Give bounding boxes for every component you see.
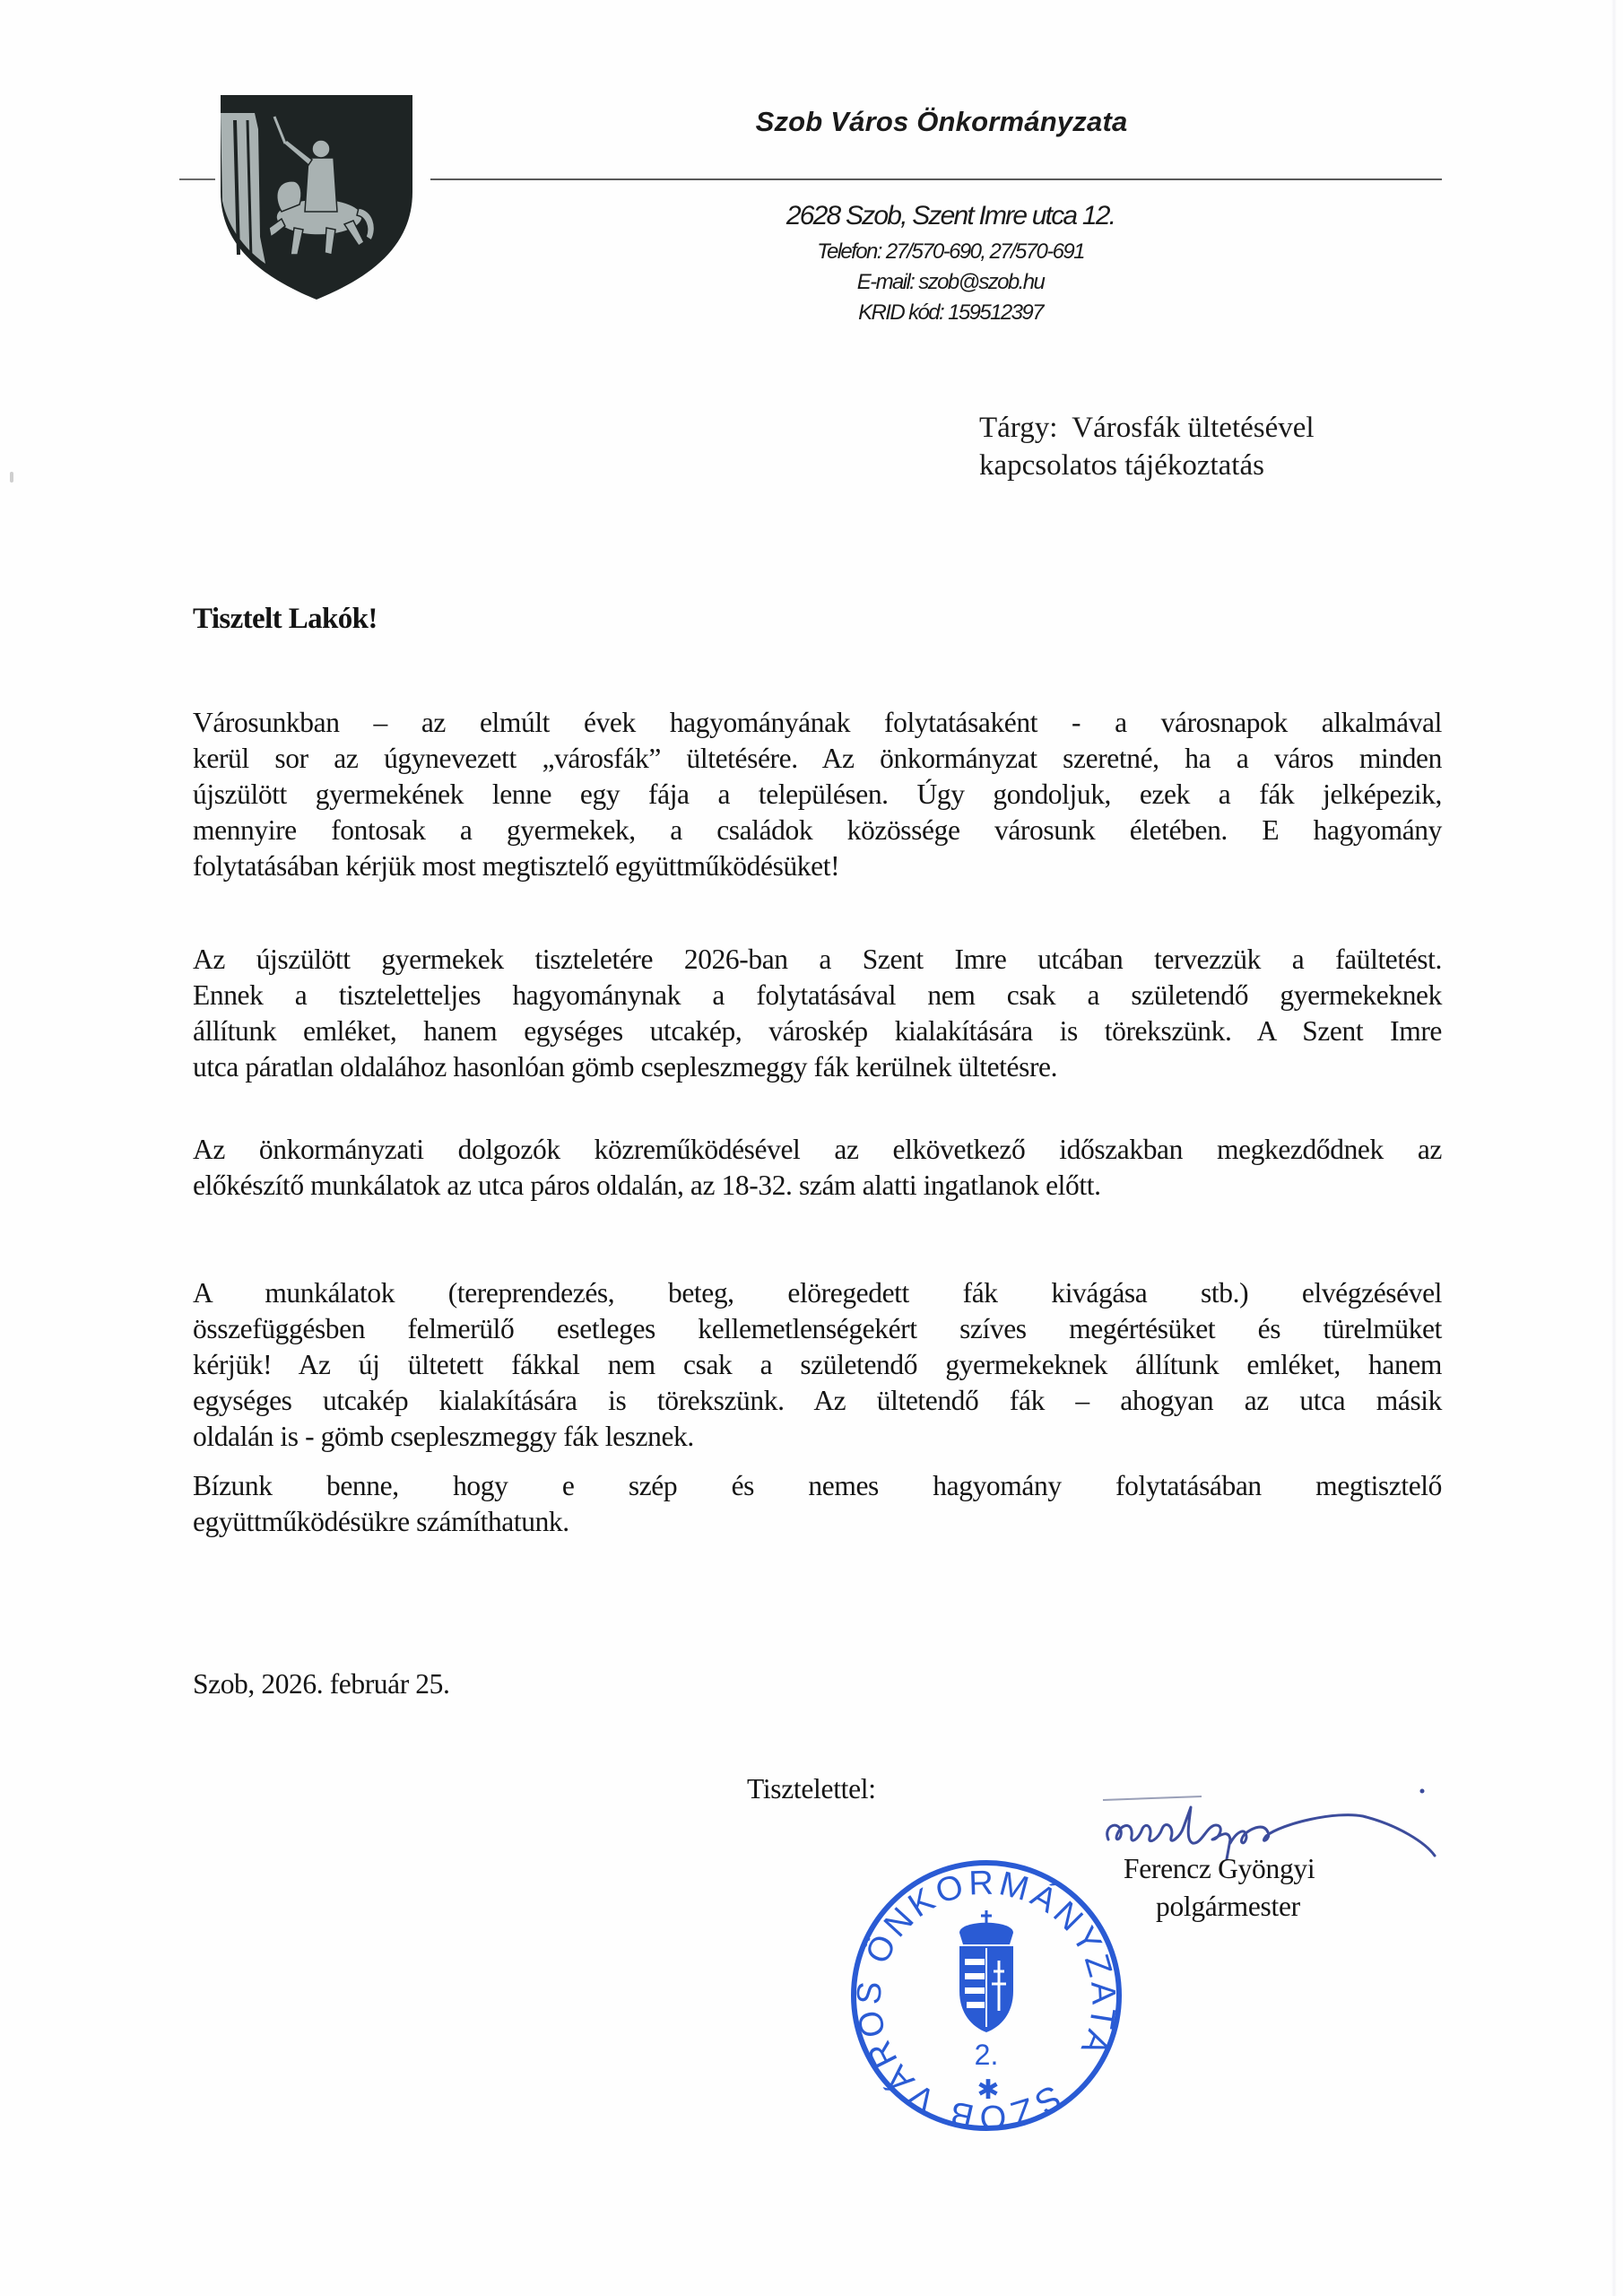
subject-line-1: Tárgy: Városfák ültetésével <box>979 412 1315 444</box>
paragraph-line: Bízunk benne, hogy e szép és nemes hagyomány folytatásában megtisztelő <box>193 1470 1442 1501</box>
paragraph-line: állítunk emléket, hanem egységes utcakép, városkép kialakítására is törekszünk. A Szent Imre <box>193 1015 1442 1047</box>
paragraph-line: egységes utcakép kialakítására is törekszünk. Az ültetendő fák – ahogyan az utca másik <box>193 1385 1442 1416</box>
stamp-star-icon: ✱ <box>976 2074 1000 2106</box>
paragraph-4 <box>193 1275 1442 1455</box>
paragraph-line: Ennek a tiszteletteljes hagyománynak a folytatásával nem csak a születendő gyermekeknek <box>193 979 1442 1011</box>
paragraph-5 <box>193 1468 1442 1540</box>
paragraph-line: előkészítő munkálatok az utca páros oldalán, az 18-32. szám alatti ingatlanok előtt. <box>193 1170 1101 1201</box>
official-stamp <box>834 1848 1139 2152</box>
paragraph-line: kerül sor az úgynevezett „városfák” ültetésére. Az önkormányzat szeretné, ha a város minden <box>193 743 1442 774</box>
paragraph-line: folytatásában kérjük most megtisztelő együttműködésüket! <box>193 850 840 882</box>
paragraph-line: mennyire fontosak a gyermekek, a családok közössége városunk életében. E hagyomány <box>193 814 1442 846</box>
paragraph-1 <box>193 705 1442 884</box>
paragraph-line: kérjük! Az új ültetett fákkal nem csak a születendő gyermekeknek állítunk emléket, hanem <box>193 1349 1442 1380</box>
organization-krid-code: KRID kód: 159512397 <box>858 300 1043 325</box>
paragraph-line: újszülött gyermekének lenne egy fája a településen. Úgy gondoljuk, ezek a fák jelképezik, <box>193 778 1442 810</box>
salutation: Tisztelt Lakók! <box>193 603 378 635</box>
signer-title: polgármester <box>1156 1891 1300 1922</box>
organization-email: E-mail: szob@szob.hu <box>856 270 1045 294</box>
organization-address: 2628 Szob, Szent Imre utca 12. <box>785 201 1115 230</box>
paragraph-3 <box>193 1132 1442 1204</box>
paragraph-line: együttműködésükre számíthatunk. <box>193 1506 569 1537</box>
date-line: Szob, 2026. február 25. <box>193 1668 450 1700</box>
header-rule-right <box>430 178 1442 180</box>
paragraph-line: A munkálatok (tereprendezés, beteg, elöregedett fák kivágása stb.) elvégzésével <box>193 1277 1442 1309</box>
organization-phone: Telefon: 27/570-690, 27/570-691 <box>817 239 1084 264</box>
signer-name: Ferencz Gyöngyi <box>1124 1853 1315 1884</box>
header-rule-left <box>179 178 215 180</box>
paragraph-2 <box>193 942 1442 1085</box>
hungarian-coat-of-arms-icon <box>959 1910 1013 2032</box>
coat-of-arms-icon <box>219 93 414 301</box>
stamp-number: 2. <box>974 2039 999 2071</box>
paragraph-line: Az önkormányzati dolgozók közreműködésével az elkövetkező időszakban megkezdődnek az <box>193 1134 1442 1165</box>
paragraph-line: összefüggésben felmerülő esetleges kellemetlenségekért szíves megértésüket és türelmüket <box>193 1313 1442 1344</box>
subject-line-2: kapcsolatos tájékoztatás <box>979 449 1264 482</box>
organization-title: Szob Város Önkormányzata <box>755 106 1128 137</box>
scan-speck <box>10 472 13 483</box>
subject-block <box>979 409 1315 484</box>
paragraph-line: utca páratlan oldalához hasonlóan gömb csepleszmeggy fák kerülnek ültetésre. <box>193 1051 1058 1083</box>
closing-greeting: Tisztelettel: <box>747 1773 876 1805</box>
scan-edge-strip <box>1611 0 1617 2296</box>
paragraph-line: Városunkban – az elmúlt évek hagyományának folytatásaként - a városnapok alkalmával <box>193 707 1442 738</box>
paragraph-line: oldalán is - gömb csepleszmeggy fák lesznek. <box>193 1421 694 1452</box>
paragraph-line: Az újszülött gyermekek tiszteletére 2026-ban a Szent Imre utcában tervezzük a faültetést. <box>193 944 1442 975</box>
stamp-ring-text: SZOB VÁROS ÖNKORMÁNYZATA <box>850 1864 1123 2136</box>
